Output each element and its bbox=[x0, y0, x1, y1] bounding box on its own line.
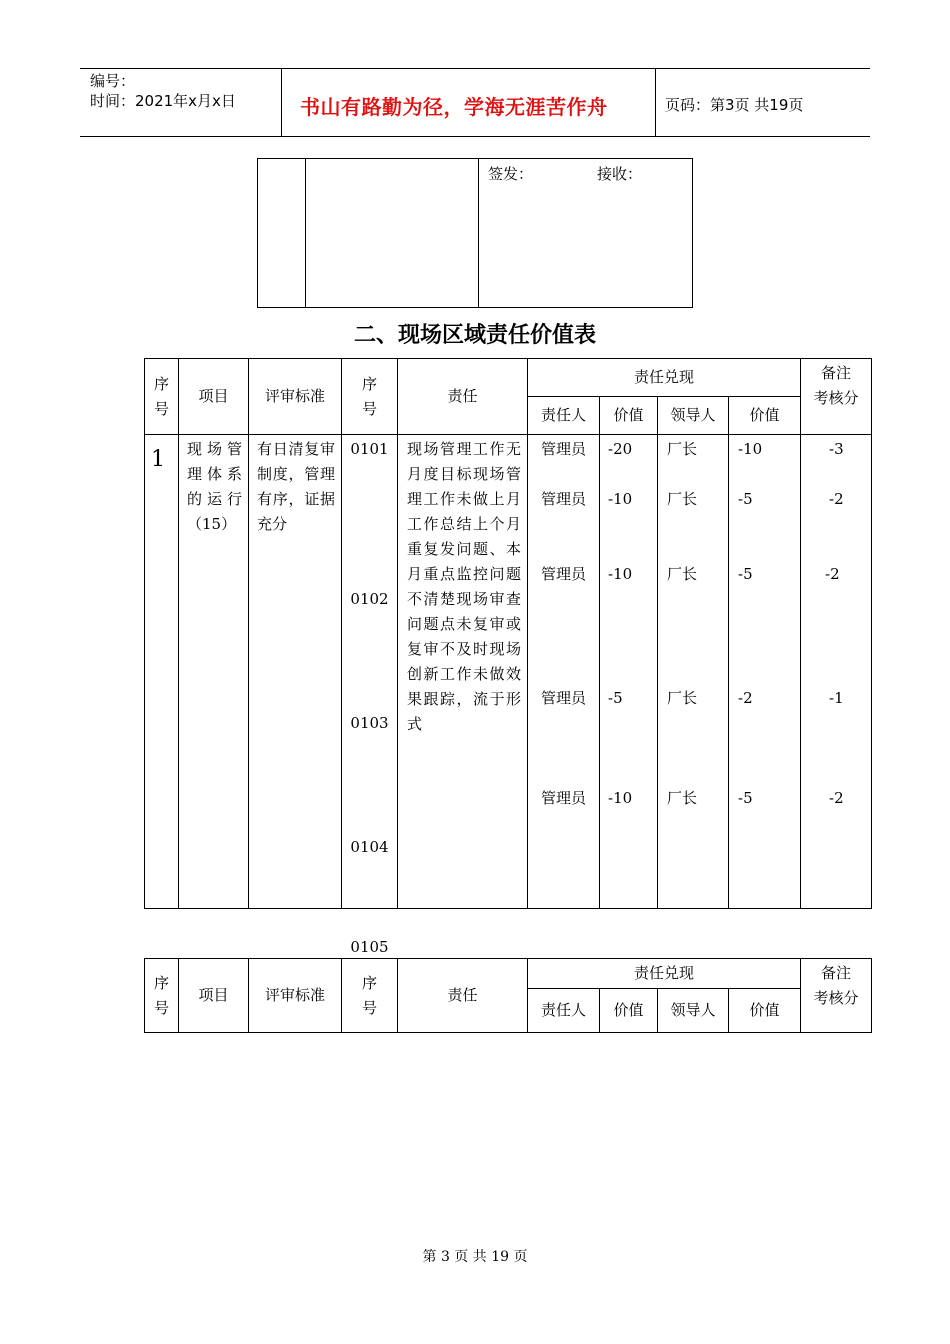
section-title: 二、现场区域责任价值表 bbox=[353, 323, 596, 348]
responsibility-table-continued bbox=[144, 958, 872, 1033]
sign-label: 签发： bbox=[488, 165, 534, 183]
header-seq: 序 号 bbox=[145, 959, 179, 1033]
signoff-cell bbox=[306, 159, 479, 308]
leader-entry: 厂长 bbox=[667, 440, 698, 458]
code-item: 0105 bbox=[350, 938, 389, 956]
header-value: 价值 bbox=[600, 989, 658, 1033]
row-score bbox=[801, 435, 872, 909]
row-item: 现场管理体系的运行（15） bbox=[179, 435, 249, 909]
header-code: 序 号 bbox=[342, 359, 398, 435]
header-item: 项目 bbox=[179, 359, 249, 435]
code-item: 0101 bbox=[350, 440, 389, 458]
value-entry: -10 bbox=[608, 490, 633, 508]
value-entry: -20 bbox=[608, 440, 633, 458]
header-code: 序 号 bbox=[342, 959, 398, 1033]
header-person: 责任人 bbox=[528, 989, 600, 1033]
header-top-rule bbox=[80, 68, 870, 69]
header-divider bbox=[655, 68, 656, 136]
value2-entry: -2 bbox=[738, 689, 753, 707]
page-footer: 第 3 页 共 19 页 bbox=[422, 1249, 528, 1265]
row-leader bbox=[658, 435, 729, 909]
code-item: 0102 bbox=[350, 590, 389, 608]
leader-entry: 厂长 bbox=[667, 789, 698, 807]
value2-entry: -5 bbox=[738, 565, 753, 583]
score-entry: -3 bbox=[829, 440, 844, 458]
header-fulfill: 责任兑现 bbox=[528, 959, 801, 989]
header-divider bbox=[281, 68, 282, 136]
value-entry: -10 bbox=[608, 789, 633, 807]
person-entry: 管理员 bbox=[540, 689, 586, 707]
document-time: 时间：2021年x月x日 bbox=[90, 92, 236, 110]
code-item: 0103 bbox=[350, 714, 389, 732]
header-value2: 价值 bbox=[729, 989, 801, 1033]
header-fulfill: 责任兑现 bbox=[528, 359, 801, 397]
header-person: 责任人 bbox=[528, 397, 600, 435]
header-value2: 价值 bbox=[729, 397, 801, 435]
signoff-cell bbox=[258, 159, 306, 308]
row-codes bbox=[342, 435, 398, 956]
value-entry: -5 bbox=[608, 689, 623, 707]
row-seq: 1 bbox=[145, 435, 179, 909]
score-entry: -2 bbox=[825, 565, 840, 583]
row-duty: 现场管理工作无月度目标现场管理工作未做上月工作总结上个月重复发问题、本月重点监控问题不清楚现场审查问题点未复审或复审不及时现场创新工作未做效果跟踪，流于形式 bbox=[398, 435, 528, 909]
header-value: 价值 bbox=[600, 397, 658, 435]
responsibility-table bbox=[144, 358, 872, 956]
document-number-label: 编号： bbox=[90, 72, 136, 90]
header-seq: 序 号 bbox=[145, 359, 179, 435]
header-duty: 责任 bbox=[398, 359, 528, 435]
header-leader: 领导人 bbox=[658, 397, 729, 435]
value-entry: -10 bbox=[608, 565, 633, 583]
score-entry: -2 bbox=[829, 490, 844, 508]
header-duty: 责任 bbox=[398, 959, 528, 1033]
row-value2 bbox=[729, 435, 801, 909]
header-remark: 备注 考核分 bbox=[801, 959, 872, 1033]
leader-entry: 厂长 bbox=[667, 689, 698, 707]
leader-entry: 厂长 bbox=[667, 565, 698, 583]
value2-entry: -10 bbox=[738, 440, 763, 458]
header-standard: 评审标准 bbox=[249, 959, 342, 1033]
person-entry: 管理员 bbox=[540, 789, 586, 807]
person-entry: 管理员 bbox=[540, 565, 586, 583]
value2-entry: -5 bbox=[738, 490, 753, 508]
header-bottom-rule bbox=[80, 136, 870, 137]
leader-entry: 厂长 bbox=[667, 490, 698, 508]
page-info: 页码：第3页 共19页 bbox=[665, 96, 804, 114]
signoff-table bbox=[257, 158, 693, 308]
row-standard: 有日清复审制度，管理有序，证据充分 bbox=[249, 435, 342, 909]
header-remark: 备注 考核分 bbox=[801, 359, 872, 435]
person-entry: 管理员 bbox=[540, 490, 586, 508]
receive-label: 接收： bbox=[597, 165, 643, 183]
score-entry: -1 bbox=[829, 689, 844, 707]
value2-entry: -5 bbox=[738, 789, 753, 807]
code-item: 0104 bbox=[350, 838, 389, 856]
row-value bbox=[600, 435, 658, 909]
header-motto: 书山有路勤为径，学海无涯苦作舟 bbox=[300, 95, 608, 119]
row-person bbox=[528, 435, 600, 909]
signoff-cell bbox=[479, 159, 693, 308]
header-standard: 评审标准 bbox=[249, 359, 342, 435]
header-leader: 领导人 bbox=[658, 989, 729, 1033]
person-entry: 管理员 bbox=[540, 440, 586, 458]
header-item: 项目 bbox=[179, 959, 249, 1033]
score-entry: -2 bbox=[829, 789, 844, 807]
